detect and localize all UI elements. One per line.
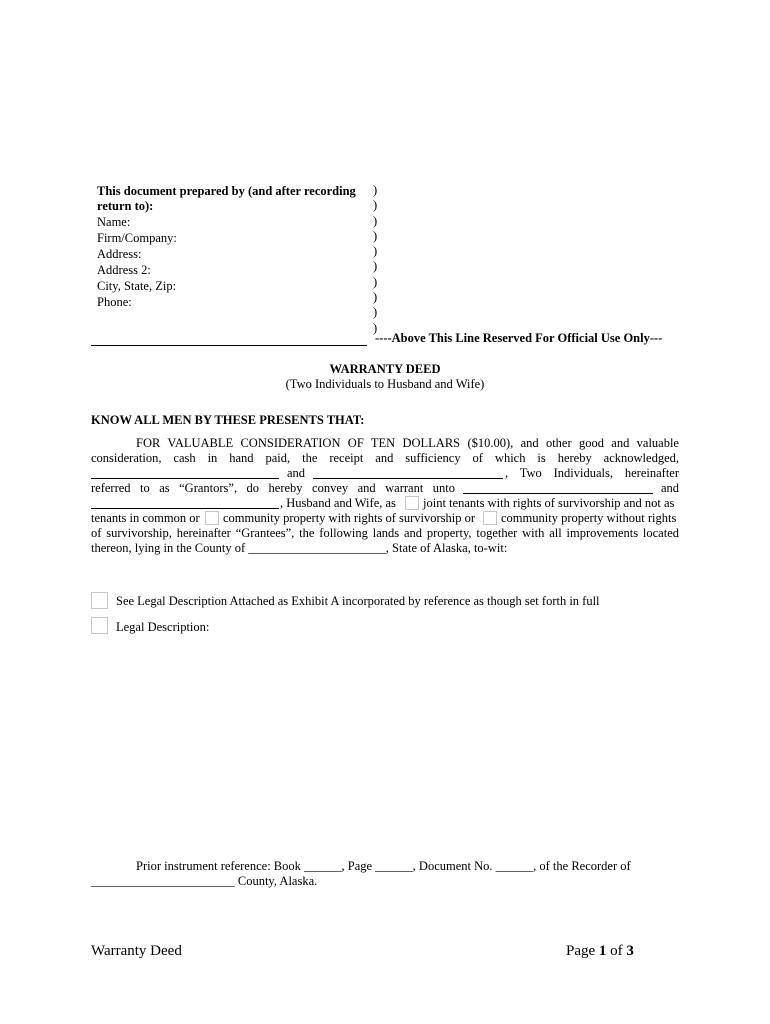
firm-label: Firm/Company:: [97, 231, 177, 245]
paren: ): [373, 198, 378, 213]
husband-wife-text: , Husband and Wife, as: [280, 496, 396, 510]
two-individuals-text: , Two Individuals, hereinafter: [505, 466, 679, 480]
recording-separator-line: [91, 345, 367, 346]
recorder-county-blank[interactable]: _______________________: [91, 874, 235, 888]
paren: ): [373, 213, 378, 228]
body-line-8: [91, 541, 507, 556]
prepared-by-heading-2: return to):: [97, 199, 154, 213]
prior-instrument-line-2: [91, 874, 317, 889]
name-label: Name:: [97, 215, 131, 229]
paren: ): [373, 259, 378, 274]
paren: ): [373, 228, 378, 243]
body-line-1: FOR VALUABLE CONSIDERATION OF TEN DOLLARS ($10.00), and other good and valuable: [136, 436, 679, 450]
grantor-2-blank[interactable]: [313, 478, 503, 479]
tenants-in-common-text: tenants in common or: [91, 511, 200, 525]
footer-page-number: [566, 943, 634, 960]
body-line-2: consideration, cash in hand paid, the receipt and sufficiency of which is hereby acknowledged,: [91, 451, 679, 465]
prepared-by-heading-1: This document prepared by (and after recording: [97, 184, 356, 198]
joint-tenants-text: joint tenants with rights of survivorship and not as: [423, 496, 675, 510]
paren: ): [373, 274, 378, 289]
exhibit-a-checkbox[interactable]: [91, 592, 108, 609]
of-word: of: [610, 943, 623, 959]
city-state-zip-label: City, State, Zip:: [97, 279, 177, 293]
legal-description-checkbox[interactable]: [91, 617, 108, 634]
community-with-rights-checkbox[interactable]: [205, 511, 219, 525]
body-line-7: of survivorship, hereinafter “Grantees”, the following lands and property, together with all improvements located: [91, 526, 679, 540]
document-subtitle: (Two Individuals to Husband and Wife): [285, 377, 485, 391]
referred-text: referred to as “Grantors”, do hereby convey and warrant unto: [91, 481, 455, 495]
grantee-2-blank[interactable]: [91, 508, 279, 509]
community-without-rights-text: community property without rights: [501, 511, 677, 525]
and-text-2: and: [661, 481, 680, 495]
community-without-rights-checkbox[interactable]: [483, 511, 497, 525]
address2-label: Address 2:: [97, 263, 151, 277]
know-all-heading: KNOW ALL MEN BY THESE PRESENTS THAT:: [91, 413, 365, 427]
prior-instrument-line-1: Prior instrument reference: Book ______, Page ______, Document No. ______, of the Recorder of: [136, 859, 631, 873]
phone-label: Phone:: [97, 295, 132, 309]
address-label: Address:: [97, 247, 142, 261]
current-page: 1: [598, 943, 607, 959]
parenthesis-column: [373, 183, 383, 336]
grantee-1-blank[interactable]: [463, 493, 653, 494]
paren: ): [373, 305, 378, 320]
legal-description-label: Legal Description:: [116, 620, 210, 634]
total-pages: 3: [626, 943, 634, 959]
grantor-1-blank[interactable]: [91, 478, 279, 479]
document-title: WARRANTY DEED: [329, 362, 441, 376]
county-text: thereon, lying in the County of: [91, 541, 246, 555]
county-alaska-text: County, Alaska.: [234, 874, 318, 888]
and-text: and: [287, 466, 306, 480]
county-blank[interactable]: ______________________: [248, 541, 386, 555]
footer-document-name: Warranty Deed: [91, 943, 182, 959]
page-word: Page: [566, 943, 596, 959]
paren: ): [373, 244, 378, 259]
state-alaska-text: , State of Alaska, to-wit:: [385, 541, 508, 555]
reserved-notice: ----Above This Line Reserved For Official Use Only---: [375, 331, 663, 345]
paren: ): [373, 183, 378, 197]
community-with-rights-text: community property with rights of survivorship or: [223, 511, 476, 525]
exhibit-a-label: See Legal Description Attached as Exhibit A incorporated by reference as though set forth in full: [116, 594, 600, 608]
joint-tenants-checkbox[interactable]: [405, 496, 419, 510]
paren: ): [373, 290, 378, 305]
paren: ): [373, 320, 378, 335]
